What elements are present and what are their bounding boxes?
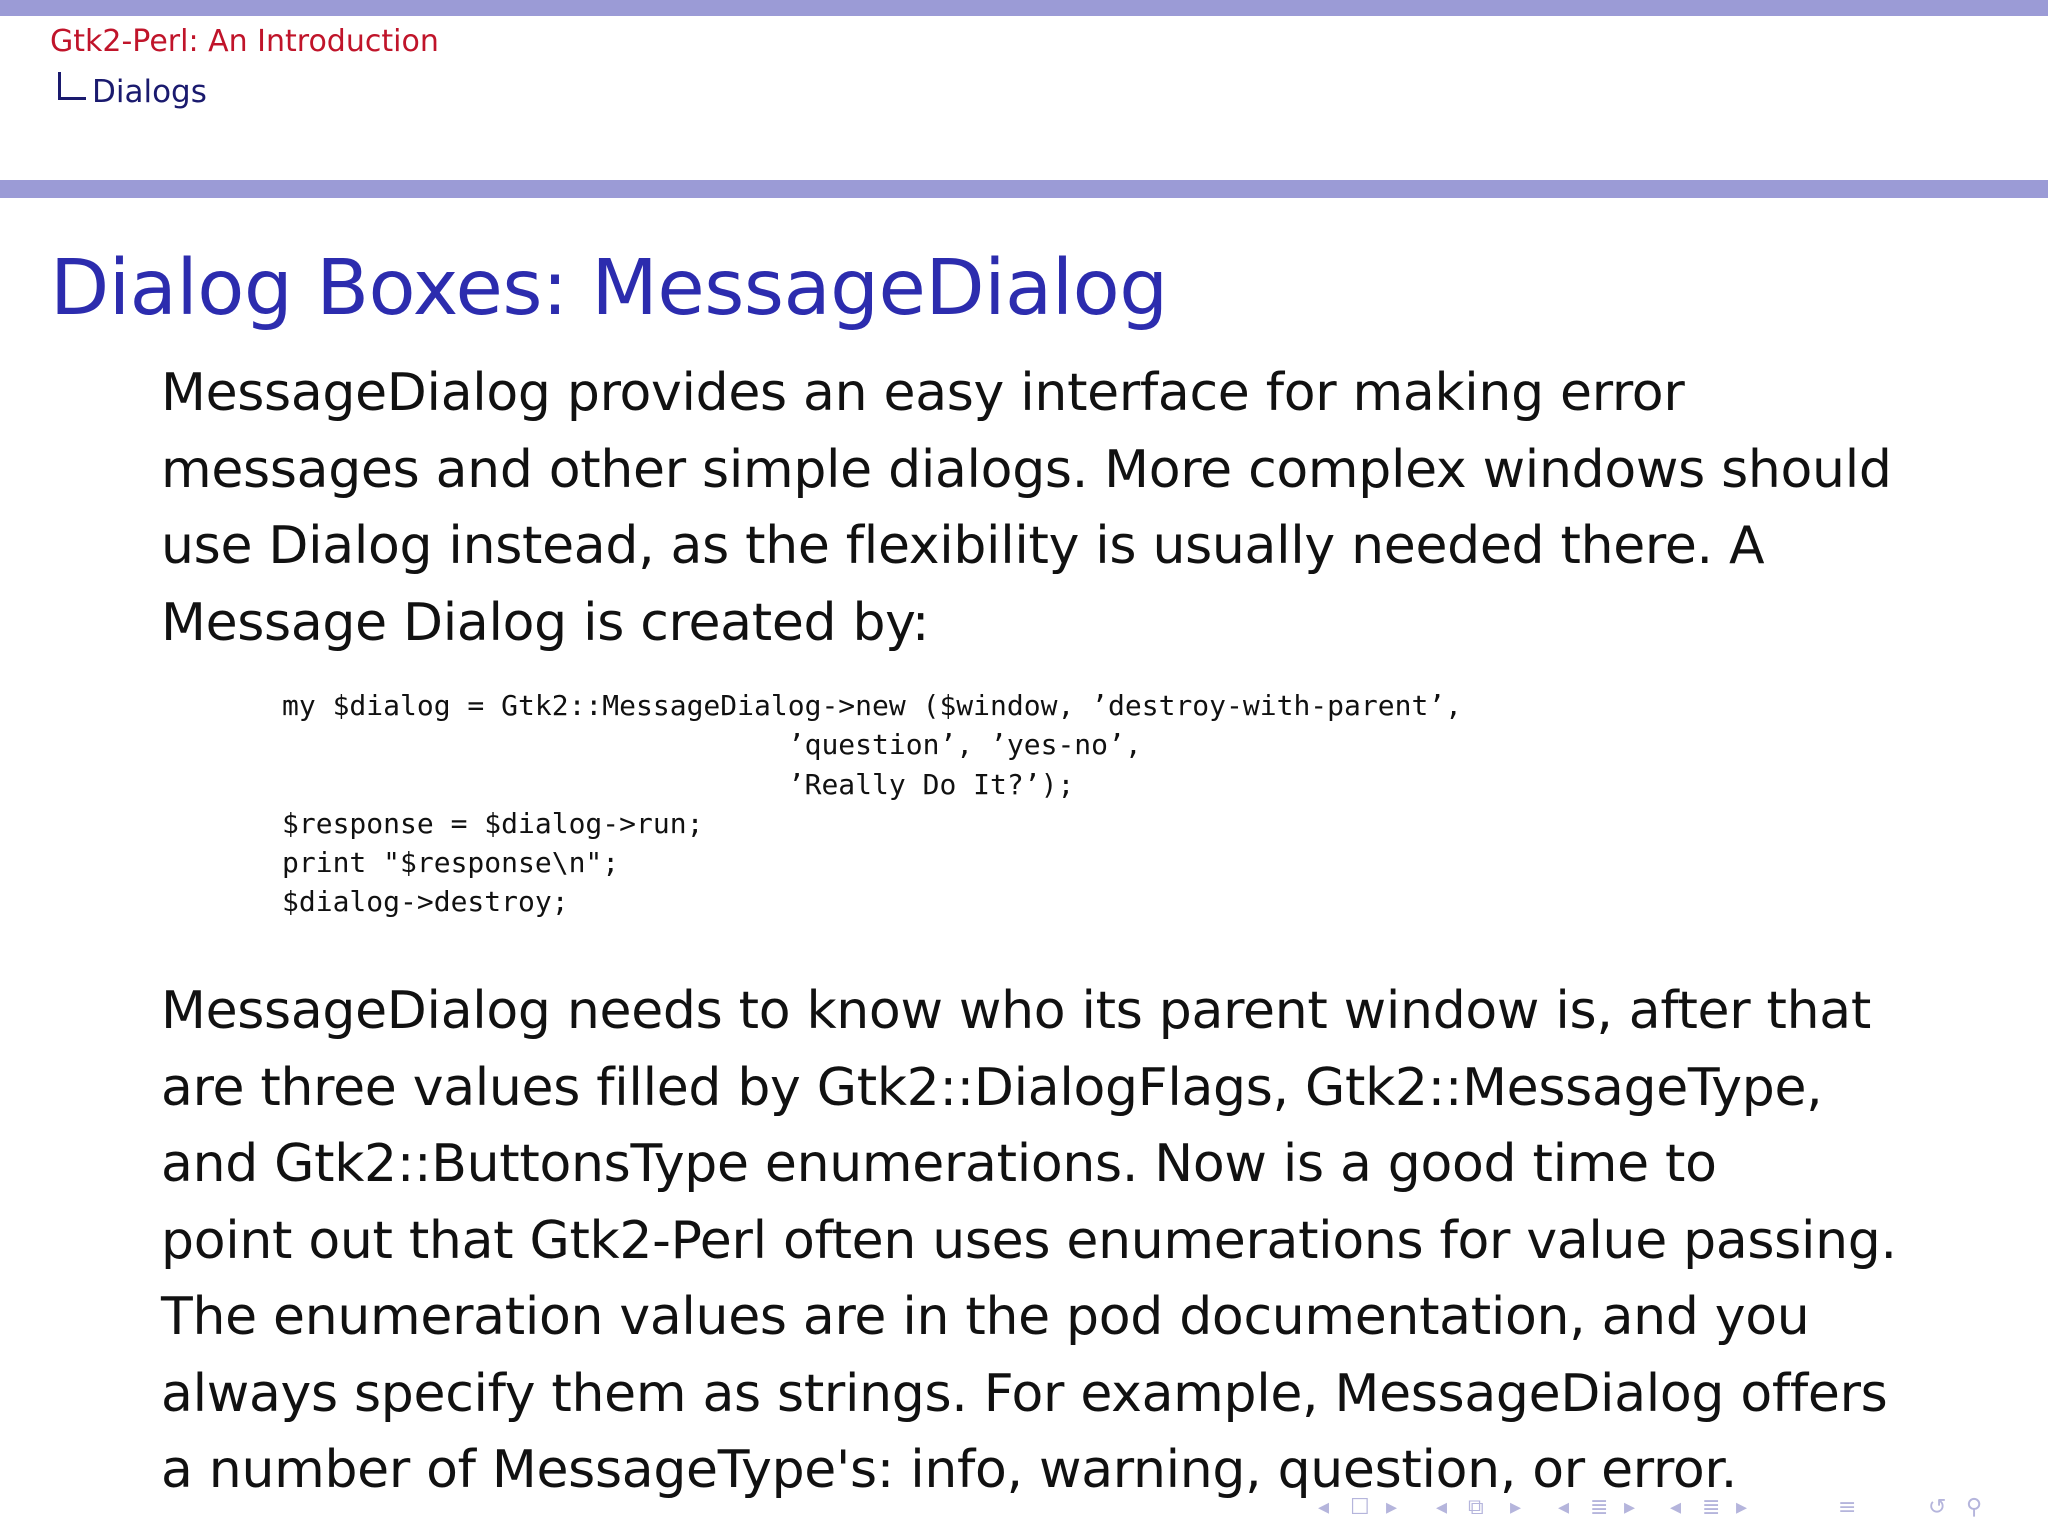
paragraph-line: and Gtk2::ButtonsType enumerations. Now is a good time to	[161, 1134, 1717, 1194]
code-line: ’Really Do It?’);	[282, 767, 1075, 801]
arrow-right-icon[interactable]: ▸	[1736, 1495, 1748, 1520]
arrow-left-icon[interactable]: ◂	[1318, 1495, 1330, 1520]
arrow-right-icon[interactable]: ▸	[1510, 1495, 1522, 1520]
arrow-left-icon[interactable]: ◂	[1558, 1495, 1570, 1520]
code-line: ’question’, ’yes-no’,	[282, 728, 1142, 762]
arrow-left-icon[interactable]: ◂	[1670, 1495, 1682, 1520]
list-icon[interactable]: ≣	[1702, 1495, 1721, 1520]
code-line: print "$response\n";	[282, 846, 620, 880]
slide-title: Dialog Boxes: MessageDialog	[50, 244, 1168, 333]
section-title: Dialogs	[92, 74, 207, 110]
paragraph-line: use Dialog instead, as the flexibility is usually needed there. A	[161, 516, 1765, 576]
paragraph-line: messages and other simple dialogs. More complex windows should	[161, 439, 1892, 500]
top-decorative-rule	[0, 0, 2048, 16]
beamer-navigation-bar	[1318, 1490, 2038, 1526]
explanation-paragraph	[161, 973, 1921, 1509]
code-line: my $dialog = Gtk2::MessageDialog->new ($window, ’destroy-with-parent’,	[282, 689, 1463, 722]
paragraph-line: MessageDialog provides an easy interface for making error	[161, 363, 1685, 423]
tree-corner-icon	[58, 72, 86, 100]
align-icon[interactable]: ≡	[1838, 1495, 1857, 1520]
paragraph-line: Message Dialog is created by:	[161, 592, 930, 653]
intro-paragraph	[161, 355, 1921, 661]
search-icon[interactable]: ⚲	[1966, 1495, 1983, 1520]
section-icon[interactable]: ≣	[1590, 1495, 1609, 1520]
arrow-right-icon[interactable]: ▸	[1386, 1495, 1398, 1520]
loop-icon[interactable]: ↺	[1928, 1495, 1947, 1520]
code-line: $response = $dialog->run;	[282, 806, 704, 840]
presentation-title[interactable]: Gtk2-Perl: An Introduction	[50, 24, 439, 59]
paragraph-line: MessageDialog needs to know who its parent window is, after that	[161, 981, 1871, 1041]
paragraph-line: a number of MessageType's: info, warning, question, or error.	[161, 1440, 1737, 1500]
paragraph-line: The enumeration values are in the pod documentation, and you	[161, 1287, 1810, 1347]
frame-icon[interactable]: ☐	[1350, 1495, 1370, 1520]
arrow-left-icon[interactable]: ◂	[1436, 1495, 1448, 1520]
arrow-right-icon[interactable]: ▸	[1624, 1495, 1636, 1520]
code-line: $dialog->destroy;	[282, 885, 569, 919]
subsection-icon[interactable]: ⧉	[1468, 1495, 1484, 1520]
code-block	[282, 686, 1462, 922]
header-divider-rule	[0, 180, 2048, 198]
paragraph-line: always specify them as strings. For example, MessageDialog offers	[161, 1363, 1888, 1424]
section-breadcrumb[interactable]	[58, 72, 207, 110]
paragraph-line: are three values filled by Gtk2::DialogFlags, Gtk2::MessageType,	[161, 1057, 1823, 1118]
paragraph-line: point out that Gtk2-Perl often uses enumerations for value passing.	[161, 1210, 1897, 1271]
